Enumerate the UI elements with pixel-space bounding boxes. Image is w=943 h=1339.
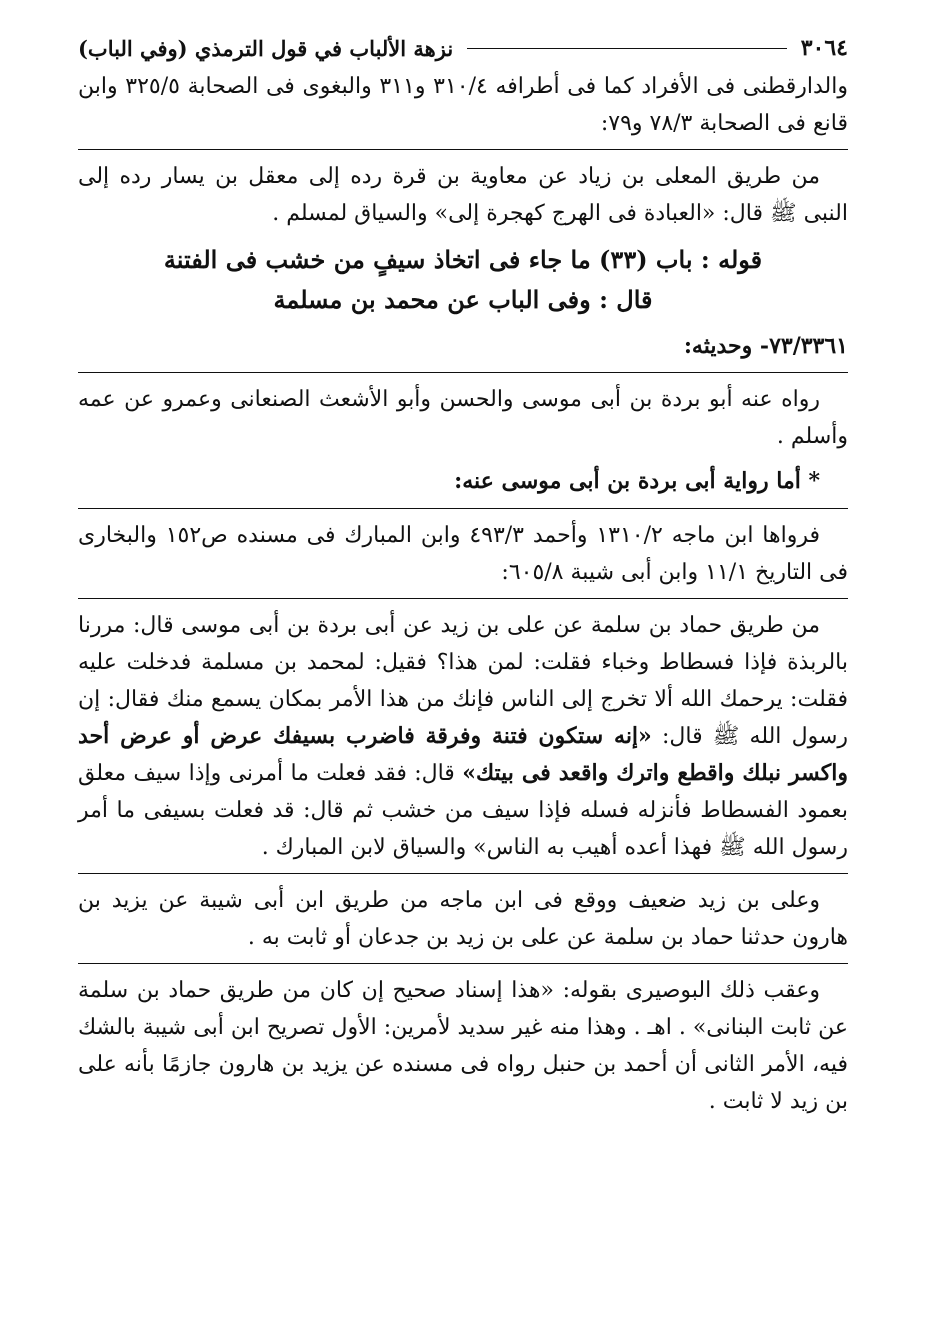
hadith-quote-bold: «إنه ستكون فتنة وفرقة فاضرب بسيفك عرض أو عرض أحد واكسر نبلك واقطع واترك واقعد فى بيتك»	[78, 723, 848, 786]
paragraph-sources-2: فرواها ابن ماجه ١٣١٠/٢ وأحمد ٤٩٣/٣ وابن المبارك فى مسنده ص١٥٢ والبخارى فى التاريخ ١١/١ وابن أبى شيبة ٦٠٥/٨:	[78, 523, 848, 585]
page-header	[78, 28, 848, 68]
separator-rule	[78, 963, 848, 964]
separator-rule	[78, 149, 848, 150]
paragraph-sources-1: والدارقطنى فى الأفراد كما فى أطرافه ٣١٠/٤ و٣١١ والبغوى فى الصحابة ٣٢٥/٥ وابن قانع فى الصحابة ٧٨/٣ و٧٩:	[78, 74, 848, 136]
hadith-number: ٧٣/٣٣٦١- وحديثه:	[683, 333, 848, 359]
paragraph-narrators: رواه عنه أبو بردة بن أبى موسى والحسن وأبو الأشعث الصنعانى وعمرو عن عمه وأسلم .	[78, 387, 848, 449]
separator-rule	[78, 598, 848, 599]
paragraph-hadith-text	[78, 607, 848, 866]
chapter-heading: قوله : باب (٣٣) ما جاء فى اتخاذ سيفٍ من خشب فى الفتنة	[163, 245, 763, 274]
header-rule	[467, 48, 787, 49]
hadith-text-part-2: قال: فقد فعلت ما أمرنى وإذا سيف معلق بعمود الفسطاط فأنزله فسله فإذا سيف من خشب ثم قال: قد فعلت بسيفى ما أمر رسول الله ﷺ فهذا أعده أهيب به الناس» والسياق لابن المبارك .	[78, 761, 848, 860]
paragraph-chain-1: من طريق المعلى بن زياد عن معاوية بن قرة رده إلى معقل بن يسار رده إلى النبى ﷺ قال: «العبادة فى الهرج كهجرة إلى» والسياق لمسلم .	[78, 164, 848, 226]
separator-rule	[78, 372, 848, 373]
hadith-text-part-1: من طريق حماد بن سلمة عن على بن زيد عن أبى بردة بن أبى موسى قال: مررنا بالربذة فإذا فسطاط وخباء فقلت: لمن هذا؟ فقيل: لمحمد بن مسلمة فدخلت عليه فقلت: يرحمك الله ألا تخرج إلى الناس فإنك من هذا الأمر بمكان يسمع منك فقال: إن رسول الله ﷺ قال:	[78, 613, 849, 749]
running-title: نزهة الألباب في قول الترمذي (وفي الباب)	[78, 35, 454, 61]
page-number: ٣٠٦٤	[800, 35, 848, 61]
section-subhead: * أما رواية أبى بردة بن أبى موسى عنه:	[454, 468, 820, 494]
chapter-subheading: قال : وفى الباب عن محمد بن مسلمة	[273, 285, 653, 314]
paragraph-critique: وعقب ذلك البوصيرى بقوله: «هذا إسناد صحيح إن كان من طريق حماد بن سلمة عن ثابت البنانى» . اهـ . وهذا منه غير سديد لأمرين: الأول تصريح ابن أبى شيبة بالشك فيه، الأمر الثانى أن أحمد بن حنبل رواه فى مسنده عن يزيد بن هارون جازمًا بأنه على بن زيد لا ثابت .	[78, 978, 848, 1114]
separator-rule	[78, 508, 848, 509]
separator-rule	[78, 873, 848, 874]
paragraph-weakness-note: وعلى بن زيد ضعيف ووقع فى ابن ماجه من طريق ابن أبى شيبة عن يزيد بن هارون حدثنا حماد بن سلمة عن على بن زيد بن جدعان أو ثابت به .	[78, 888, 848, 950]
